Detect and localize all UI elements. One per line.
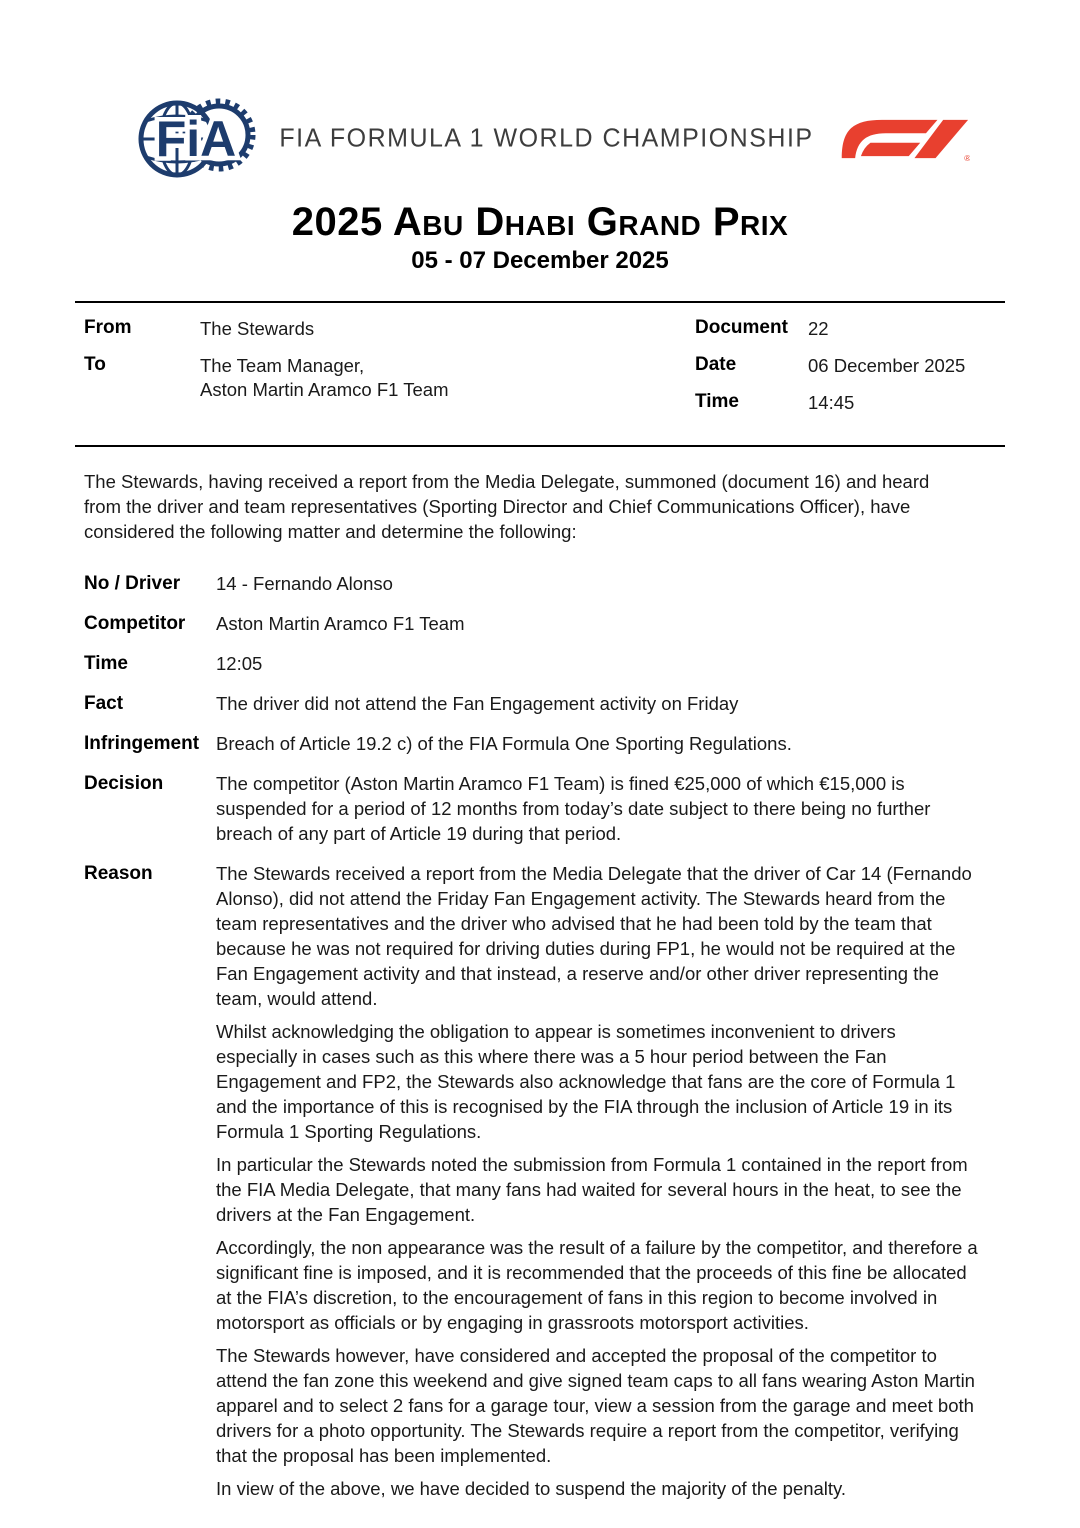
meta-table <box>75 301 1005 447</box>
meta-row-date <box>695 354 1005 378</box>
document-header <box>0 0 1080 184</box>
f1-registered-mark: ® <box>964 152 970 162</box>
document-label: Document <box>695 317 788 338</box>
decision-value: The competitor (Aston Martin Aramco F1 Team) is fined €25,000 of which €15,000 is suspended for a period of 12 months from today’s date subject to there being no further breach of any part of Article 19 during that period. <box>216 773 931 844</box>
f1-logo <box>836 114 970 162</box>
field-row-no-driver <box>84 571 980 596</box>
to-value-line1: The Team Manager, <box>200 355 365 376</box>
meta-row-document <box>695 317 1005 341</box>
infringement-value: Breach of Article 19.2 c) of the FIA Formula One Sporting Regulations. <box>216 733 792 754</box>
from-label: From <box>84 317 132 338</box>
from-value: The Stewards <box>200 318 315 339</box>
to-value <box>200 354 448 402</box>
time-value: 14:45 <box>808 392 855 413</box>
incident-time-label: Time <box>84 653 129 674</box>
field-row-reason <box>84 861 980 1501</box>
decision-fields <box>84 571 980 1501</box>
date-label: Date <box>695 354 737 375</box>
meta-table-left <box>75 317 695 415</box>
competitor-value: Aston Martin Aramco F1 Team <box>216 613 465 634</box>
fact-value: The driver did not attend the Fan Engagement activity on Friday <box>216 693 739 714</box>
fia-logo-text: FiA <box>155 111 237 167</box>
no-driver-label: No / Driver <box>84 573 181 594</box>
field-row-infringement <box>84 731 980 756</box>
field-row-time <box>84 651 980 676</box>
reason-value <box>216 861 980 1501</box>
date-value: 06 December 2025 <box>808 355 966 376</box>
event-dates: 05 - 07 December 2025 <box>411 247 669 274</box>
reason-paragraph-4: Accordingly, the non appearance was the result of a failure by the competitor, and therefore a significant fine is imposed, and it is recommended that the proceeds of this fine be allocated at the FIA’s discretion, to the encouragement of fans in this region to become involved in motorsport as officials or by engaging in grassroots motorsport activities. <box>216 1237 978 1333</box>
meta-table-right <box>695 317 1005 415</box>
meta-row-time <box>695 391 1005 415</box>
reason-paragraph-6: In view of the above, we have decided to suspend the majority of the penalty. <box>216 1478 847 1499</box>
decision-label: Decision <box>84 773 164 794</box>
to-value-line2: Aston Martin Aramco F1 Team <box>200 379 449 400</box>
meta-row-from <box>84 317 695 341</box>
field-row-decision <box>84 771 980 846</box>
to-label: To <box>84 354 106 375</box>
competitor-label: Competitor <box>84 613 186 634</box>
reason-paragraph-1: The Stewards received a report from the Media Delegate that the driver of Car 14 (Fernando Alonso), did not attend the Friday Fan Engagement activity. The Stewards heard from the team representatives and the driver who advised that he had been told by the team that because he was not required for driving duties during FP1, he would not be required at the Fan Engagement activity and that instead, a reserve and/or other driver representing the team, would attend. <box>216 863 972 1009</box>
reason-paragraph-2: Whilst acknowledging the obligation to appear is sometimes inconvenient to drivers especially in cases such as this where there was a 5 hour period between the Fan Engagement and FP2, the Stewards also acknowledge that fans are the core of Formula 1 and the importance of this is recognised by the FIA through the inclusion of Article 19 in its Formula 1 Sporting Regulations. <box>216 1021 956 1142</box>
field-row-fact <box>84 691 980 716</box>
field-row-competitor <box>84 611 980 636</box>
championship-title: FIA FORMULA 1 WORLD CHAMPIONSHIP <box>279 122 814 153</box>
intro-paragraph: The Stewards, having received a report from the Media Delegate, summoned (document 16) and heard from the driver and team representatives (Sporting Director and Chief Communications Officer), have considered the following matter and determine the following: <box>84 471 930 542</box>
reason-label: Reason <box>84 863 153 884</box>
fact-label: Fact <box>84 693 124 714</box>
incident-time-value: 12:05 <box>216 653 263 674</box>
event-title: 2025 Abu Dhabi Grand Prix <box>291 200 789 244</box>
document-number: 22 <box>808 318 829 339</box>
reason-paragraph-3: In particular the Stewards noted the submission from Formula 1 contained in the report from the FIA Media Delegate, that many fans had waited for several hours in the heat, to see the drivers at the Fan Engagement. <box>216 1154 968 1225</box>
reason-paragraph-5: The Stewards however, have considered and accepted the proposal of the competitor to attend the fan zone this weekend and give signed team caps to all fans wearing Aston Martin apparel and to select 2 fans for a garage tour, view a session from the garage and meet both drivers for a photo opportunity. The Stewards require a report from the competitor, verifying that the proposal has been implemented. <box>216 1345 975 1466</box>
fia-logo <box>135 92 257 184</box>
infringement-label: Infringement <box>84 733 200 754</box>
time-label: Time <box>695 391 740 412</box>
no-driver-value: 14 - Fernando Alonso <box>216 573 393 594</box>
meta-row-to <box>84 354 695 402</box>
